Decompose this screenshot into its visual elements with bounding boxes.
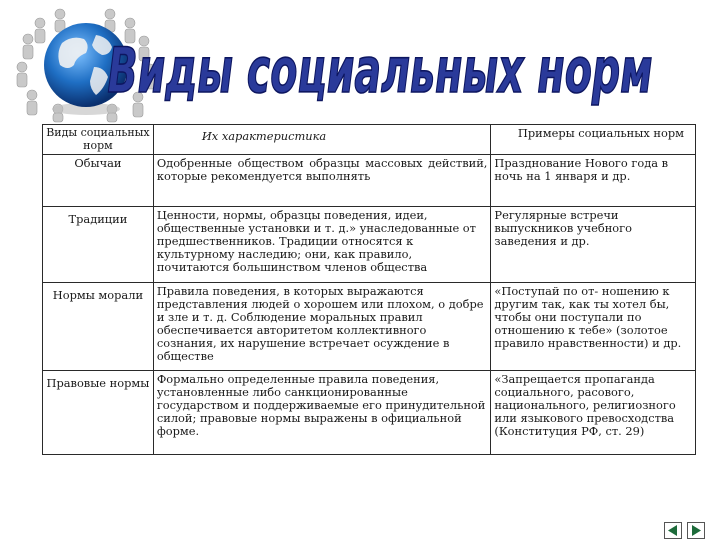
example-cell: «Поступай по от- ношению к другим так, как ты хотел бы, чтобы они поступали по отношению к тебе» (золотое правило нравственности) и др. <box>491 283 696 371</box>
header-cell-characteristic: Их характеристика <box>153 125 491 155</box>
social-norms-table <box>42 124 696 455</box>
norm-type-cell: Правовые нормы <box>43 371 154 455</box>
characteristic-cell: Формально определенные правила поведения, установленные либо санкционированные государством и поддерживаемые его принудительной силой; правовые нормы выражены в официальной форме. <box>153 371 491 455</box>
page-title <box>107 28 653 110</box>
table-header-row <box>43 125 696 155</box>
example-cell: Регулярные встречи выпускников учебного заведения и др. <box>491 207 696 283</box>
table-row <box>43 371 696 455</box>
norm-type-cell: Обычаи <box>43 155 154 207</box>
header-cell-examples: Примеры социальных норм <box>491 125 696 155</box>
header-cell-types: Виды социальных норм <box>43 125 154 155</box>
next-slide-button[interactable] <box>687 522 705 539</box>
norm-type-cell: Нормы морали <box>43 283 154 371</box>
example-cell: «Запрещается пропаганда социального, расового, национального, религиозного или языкового превосходства (Конституция РФ, ст. 29) <box>491 371 696 455</box>
table-row <box>43 207 696 283</box>
example-cell: Празднование Нового года в ночь на 1 января и др. <box>491 155 696 207</box>
norm-type-cell: Традиции <box>43 207 154 283</box>
svg-text:Виды социальных норм: Виды социальных норм <box>107 35 653 108</box>
table-row <box>43 283 696 371</box>
table-row <box>43 155 696 207</box>
characteristic-cell: Правила поведения, в которых выражаются представления людей о хорошем или плохом, о добре и зле и т. д. Соблюдение моральных правил обеспечивается авторитетом коллективного сознания, их нарушение встречает осуждение в обществе <box>153 283 491 371</box>
prev-slide-button[interactable] <box>664 522 682 539</box>
characteristic-cell: Ценности, нормы, образцы поведения, идеи, общественные установки и т. д.» унаследованные от предшественников. Традиции относятся к культурному наследию; они, как правило, почитаются большинством членов общества <box>153 207 491 283</box>
characteristic-cell: Одобренные обществом образцы массовых действий, которые рекомендуется выполнять <box>153 155 491 207</box>
